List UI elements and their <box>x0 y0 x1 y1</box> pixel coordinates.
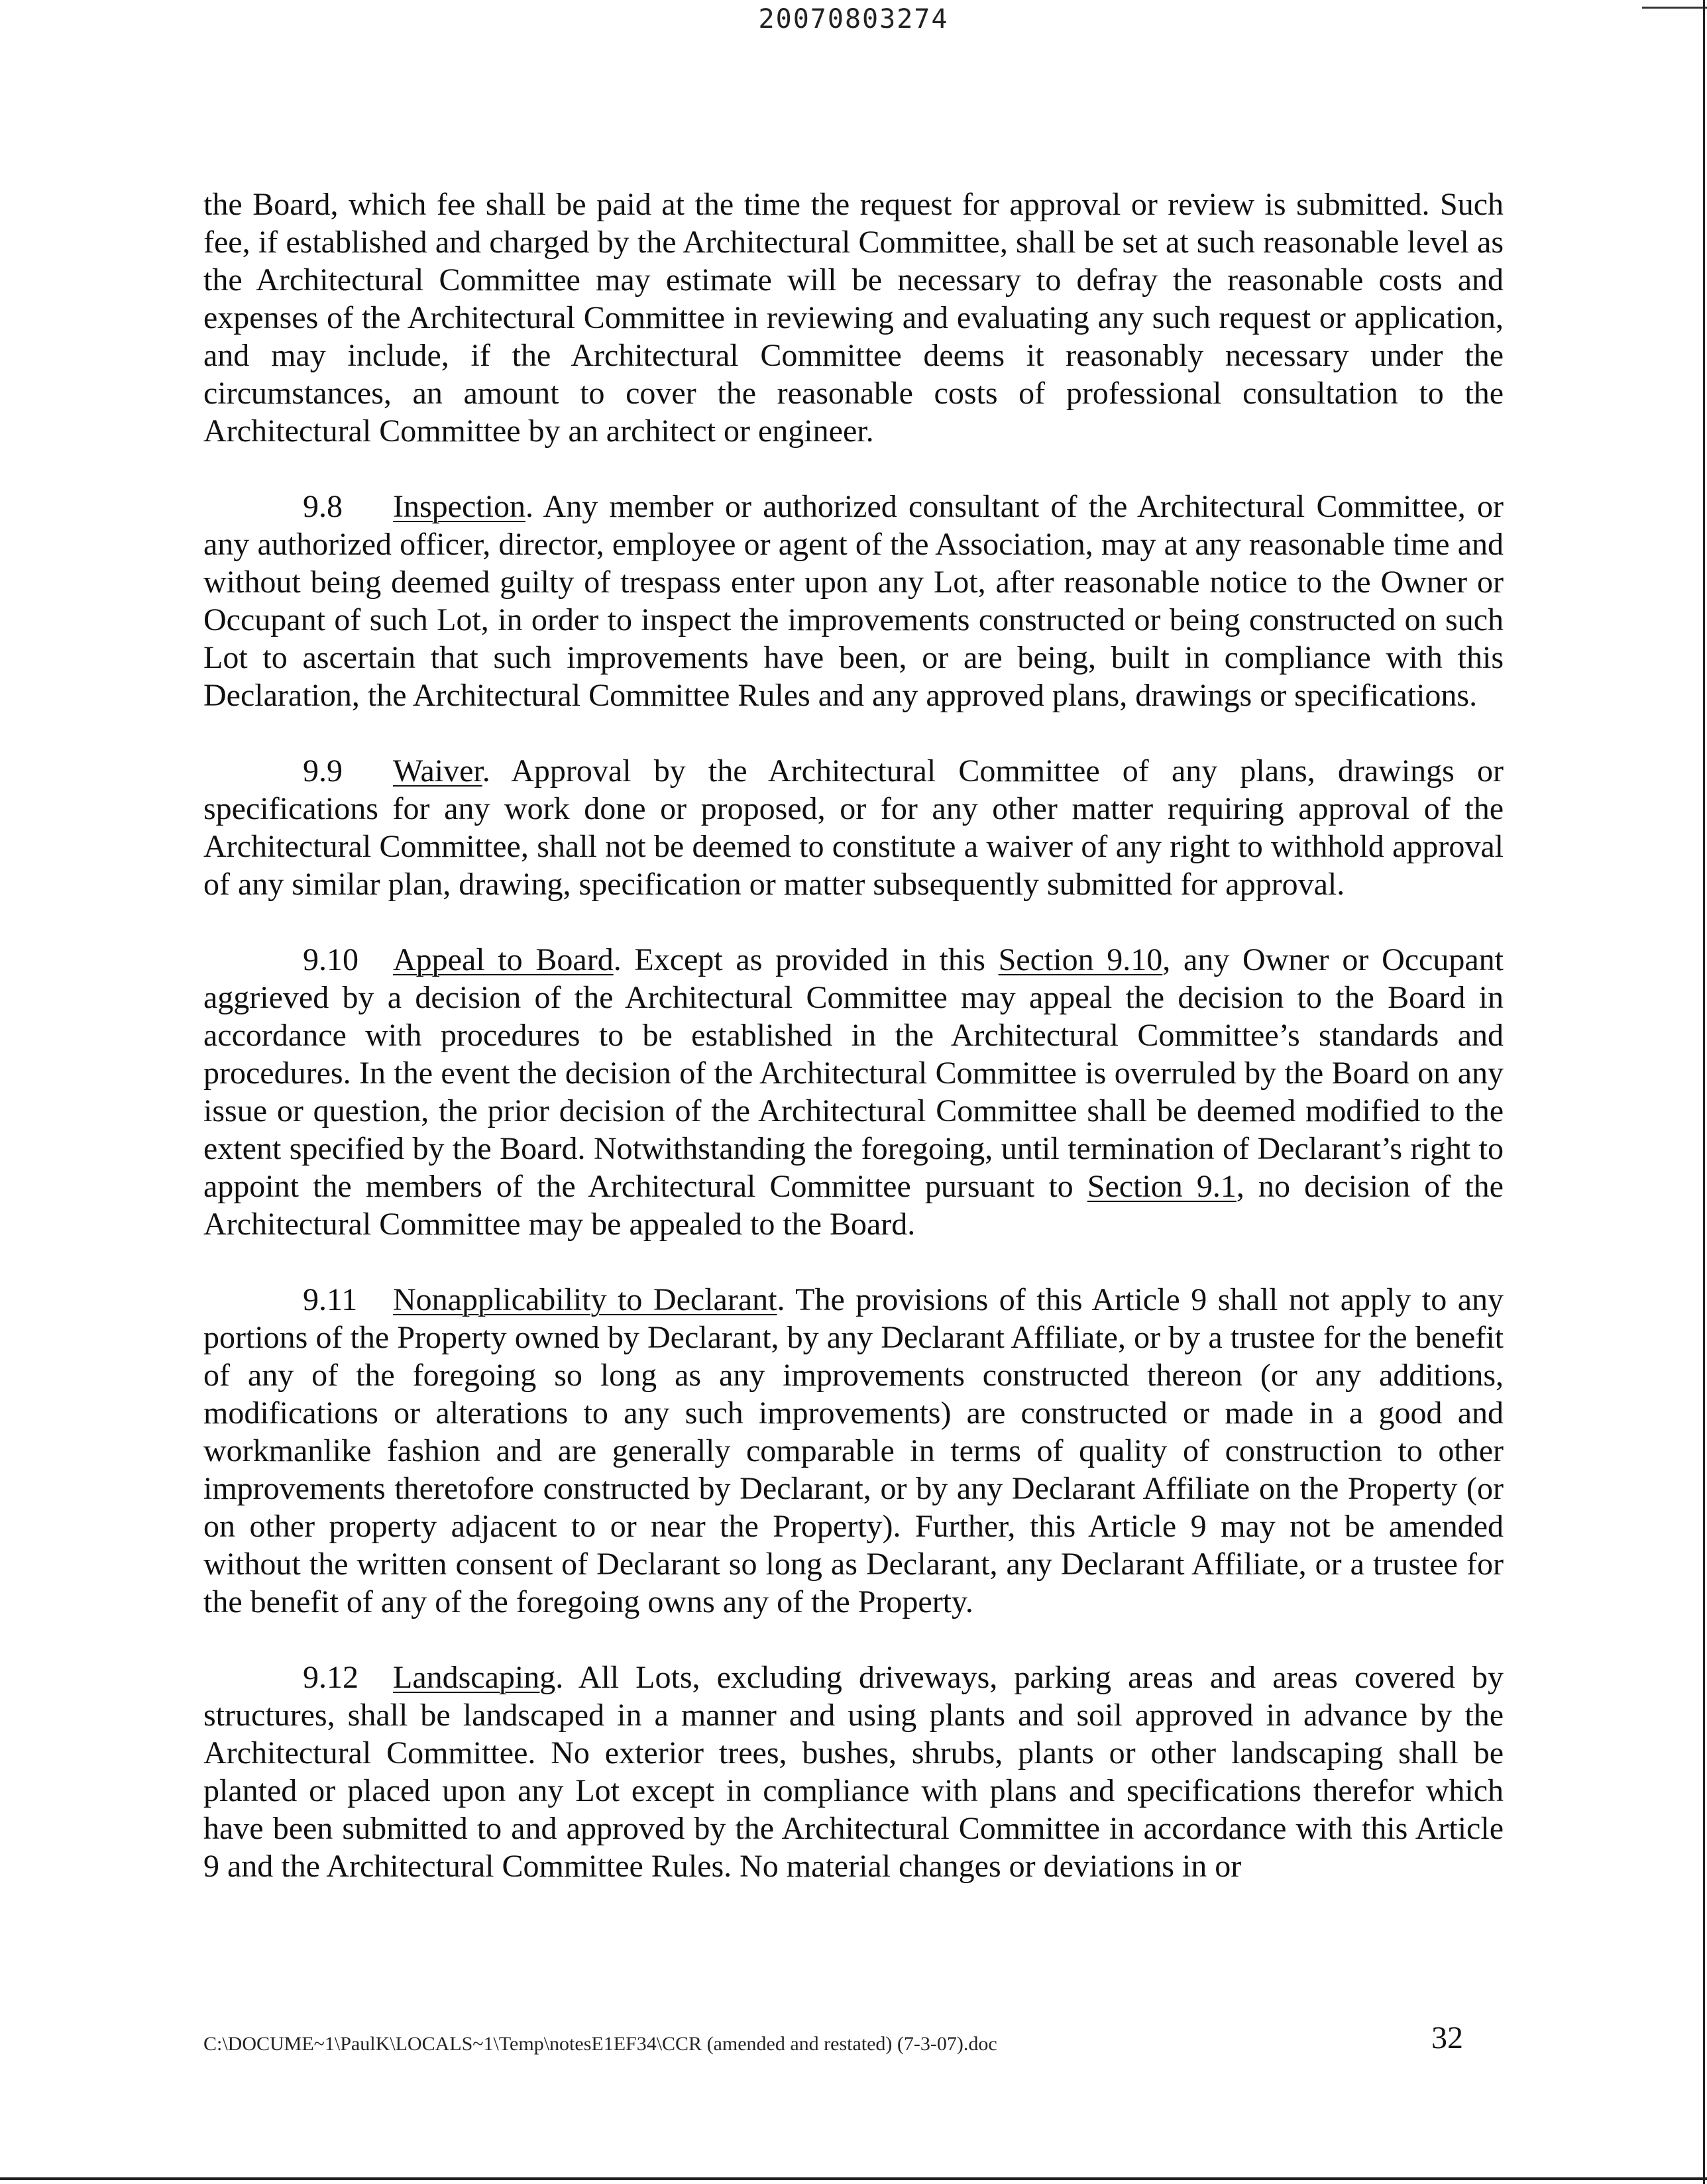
section-heading: Inspection <box>393 489 525 524</box>
paragraph-text: the Board, which fee shall be paid at the time the request for approval or review is submitted. Such fee, if established and charged by the Architectural Committee, shall be set at such reasonable level as the Architectural Committee may estimate will be necessary to defray the reasonable costs and expenses of the Architectural Committee in reviewing and evaluating any such request or application, and may include, if the Architectural Committee deems it reasonably necessary under the circumstances, an amount to cover the reasonable costs of professional consultation to the Architectural Committee by an architect or engineer. <box>203 187 1504 449</box>
section-text: . The provisions of this Article 9 shall not apply to any portions of the Property owned by Declarant, by any Declarant Affiliate, or by a trustee for the benefit of any of the foregoing so long as any improvements constructed thereon (or any additions, modifications or alterations to any such improvements) are constructed or made in a good and workmanlike fashion and are generally comparable in terms of quality of construction to other improvements theretofore constructed by Declarant, or by any Declarant Affiliate on the Property (or on other property adjacent to or near the Property). Further, this Article 9 may not be amended without the written consent of Declarant so long as Declarant, any Declarant Affiliate, or a trustee for the benefit of any of the foregoing owns any of the Property. <box>203 1282 1504 1619</box>
section-9-12 <box>203 1659 1504 1885</box>
section-9-8 <box>203 488 1504 714</box>
scan-artifact-bottom-edge <box>0 2177 1707 2180</box>
section-number: 9.9 <box>303 753 343 789</box>
section-number: 9.12 <box>303 1660 358 1695</box>
document-number: 20070803274 <box>758 4 949 34</box>
section-text: , any Owner or Occupant aggrieved by a decision of the Architectural Committee may appeal the decision to the Board in accordance with procedures to be established in the Architectural Committee’s standards and procedures. In the event the decision of the Architectural Committee is overruled by the Board on any issue or question, the prior decision of the Architectural Committee shall be deemed modified to the extent specified by the Board. Notwithstanding the foregoing, until termination of Declarant’s right to appoint the members of the Architectural Committee pursuant to <box>203 942 1504 1204</box>
page-body <box>203 186 1504 1923</box>
section-text: , no decision of the Architectural Committee may be appealed to the Board. <box>203 1169 1504 1242</box>
page-number: 32 <box>1431 2020 1463 2055</box>
section-text: . All Lots, excluding driveways, parking areas and areas covered by structures, shall be landscaped in a manner and using plants and soil approved in advance by the Architectural Committee. No exterior trees, bushes, shrubs, plants or other landscaping shall be planted or placed upon any Lot except in compliance with plans and specifications therefor which have been submitted to and approved by the Architectural Committee in accordance with this Article 9 and the Architectural Committee Rules. No material changes or deviations in or <box>203 1660 1504 1884</box>
section-text: . Except as provided in this <box>613 942 999 977</box>
section-9-10 <box>203 941 1504 1243</box>
section-heading: Nonapplicability to Declarant <box>393 1282 777 1317</box>
paragraph-continuation <box>203 186 1504 450</box>
section-reference: Section 9.1 <box>1087 1169 1237 1204</box>
section-text: . Any member or authorized consultant of the Architectural Committee, or any authorized officer, director, employee or agent of the Association, may at any reasonable time and without being deemed guilty of trespass enter upon any Lot, after reasonable notice to the Owner or Occupant of such Lot, in order to inspect the improvements constructed or being constructed on such Lot to ascertain that such improvements have been, or are being, built in compliance with this Declaration, the Architectural Committee Rules and any approved plans, drawings or specifications. <box>203 489 1504 713</box>
section-9-9 <box>203 752 1504 903</box>
section-reference: Section 9.10 <box>998 942 1163 977</box>
section-heading: Appeal to Board <box>393 942 614 977</box>
section-number: 9.10 <box>303 942 358 977</box>
footer-file-path: C:\DOCUME~1\PaulK\LOCALS~1\Temp\notesE1EF34\CCR (amended and restated) (7-3-07).doc <box>203 2033 997 2055</box>
scan-artifact-right-edge <box>1703 0 1705 2184</box>
section-number: 9.8 <box>303 489 343 524</box>
section-9-11 <box>203 1281 1504 1621</box>
section-text: . Approval by the Architectural Committee of any plans, drawings or specifications for any work done or proposed, or for any other matter requiring approval of the Architectural Committee, shall not be deemed to constitute a waiver of any right to withhold approval of any similar plan, drawing, specification or matter subsequently submitted for approval. <box>203 753 1504 902</box>
section-number: 9.11 <box>303 1282 358 1317</box>
section-heading: Waiver <box>393 753 482 789</box>
section-heading: Landscaping <box>393 1660 556 1695</box>
